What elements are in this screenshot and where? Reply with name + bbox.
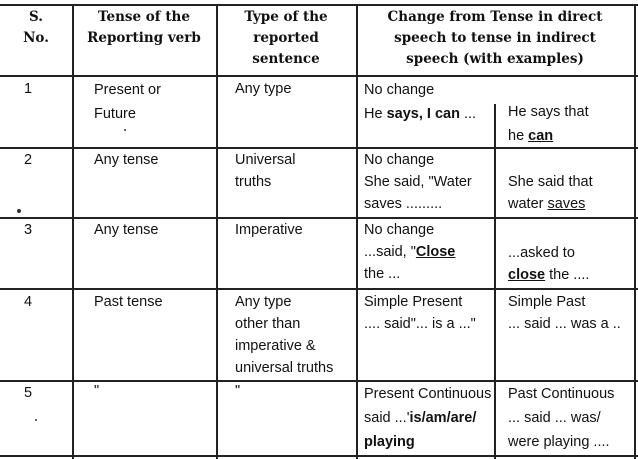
row3-tense: Any tense xyxy=(94,222,159,238)
header-type: Type of the reported sentence xyxy=(244,9,328,67)
table-border-right xyxy=(634,4,636,459)
row-divider-3 xyxy=(0,288,638,290)
row5-indirect: Past Continuous ... said ... was/ were playing .... xyxy=(508,386,615,450)
row2-type: Universal truths xyxy=(235,152,296,190)
header-change: Change from Tense in direct speech to tense in indirect speech (with examples) xyxy=(387,9,603,67)
row4-indirect: Simple Past ... said ... was a .. xyxy=(508,294,621,332)
table-border-bottom xyxy=(0,455,638,457)
scan-speck xyxy=(124,129,126,131)
row3-type: Imperative xyxy=(235,222,303,238)
row5-type-ditto: " xyxy=(235,383,241,399)
row5-tense-ditto: " xyxy=(94,383,100,399)
row4-tense: Past tense xyxy=(94,294,163,310)
col-divider-2 xyxy=(216,4,218,459)
row2-indirect: She said that water saves xyxy=(508,174,593,212)
row1-sno: 1 xyxy=(24,81,33,97)
row2-direct: No change She said, "Water saves ......... xyxy=(364,152,472,212)
row5-sno: 5 xyxy=(24,385,33,401)
col-divider-3 xyxy=(356,4,358,459)
row4-sno: 4 xyxy=(24,294,33,310)
row1-direct: No change He says, I can ... xyxy=(364,82,477,122)
scan-speck xyxy=(17,209,21,213)
header-sno: S. No. xyxy=(23,9,49,46)
row1-indirect: He says that he can xyxy=(508,104,589,144)
row2-sno: 2 xyxy=(24,152,33,168)
header-divider xyxy=(0,75,638,77)
row2-tense: Any tense xyxy=(94,152,159,168)
row3-sno: 3 xyxy=(24,222,33,238)
table-border-top xyxy=(0,4,638,6)
row1-type: Any type xyxy=(235,81,292,97)
row4-type: Any type other than imperative & universal truths xyxy=(235,294,334,376)
row3-indirect: ...asked to close the .... xyxy=(508,245,590,283)
row4-direct: Simple Present .... said"... is a ..." xyxy=(364,294,476,332)
header-tense: Tense of the Reporting verb xyxy=(87,9,201,46)
col-divider-1 xyxy=(72,4,74,459)
row3-direct: No change ...said, "Close the ... xyxy=(364,222,456,282)
row1-tense: Present or Future xyxy=(94,82,161,122)
col-divider-4 xyxy=(494,104,496,459)
scan-speck xyxy=(35,419,37,421)
row5-direct: Present Continuous said ...'is/am/are/ playing xyxy=(364,386,492,450)
